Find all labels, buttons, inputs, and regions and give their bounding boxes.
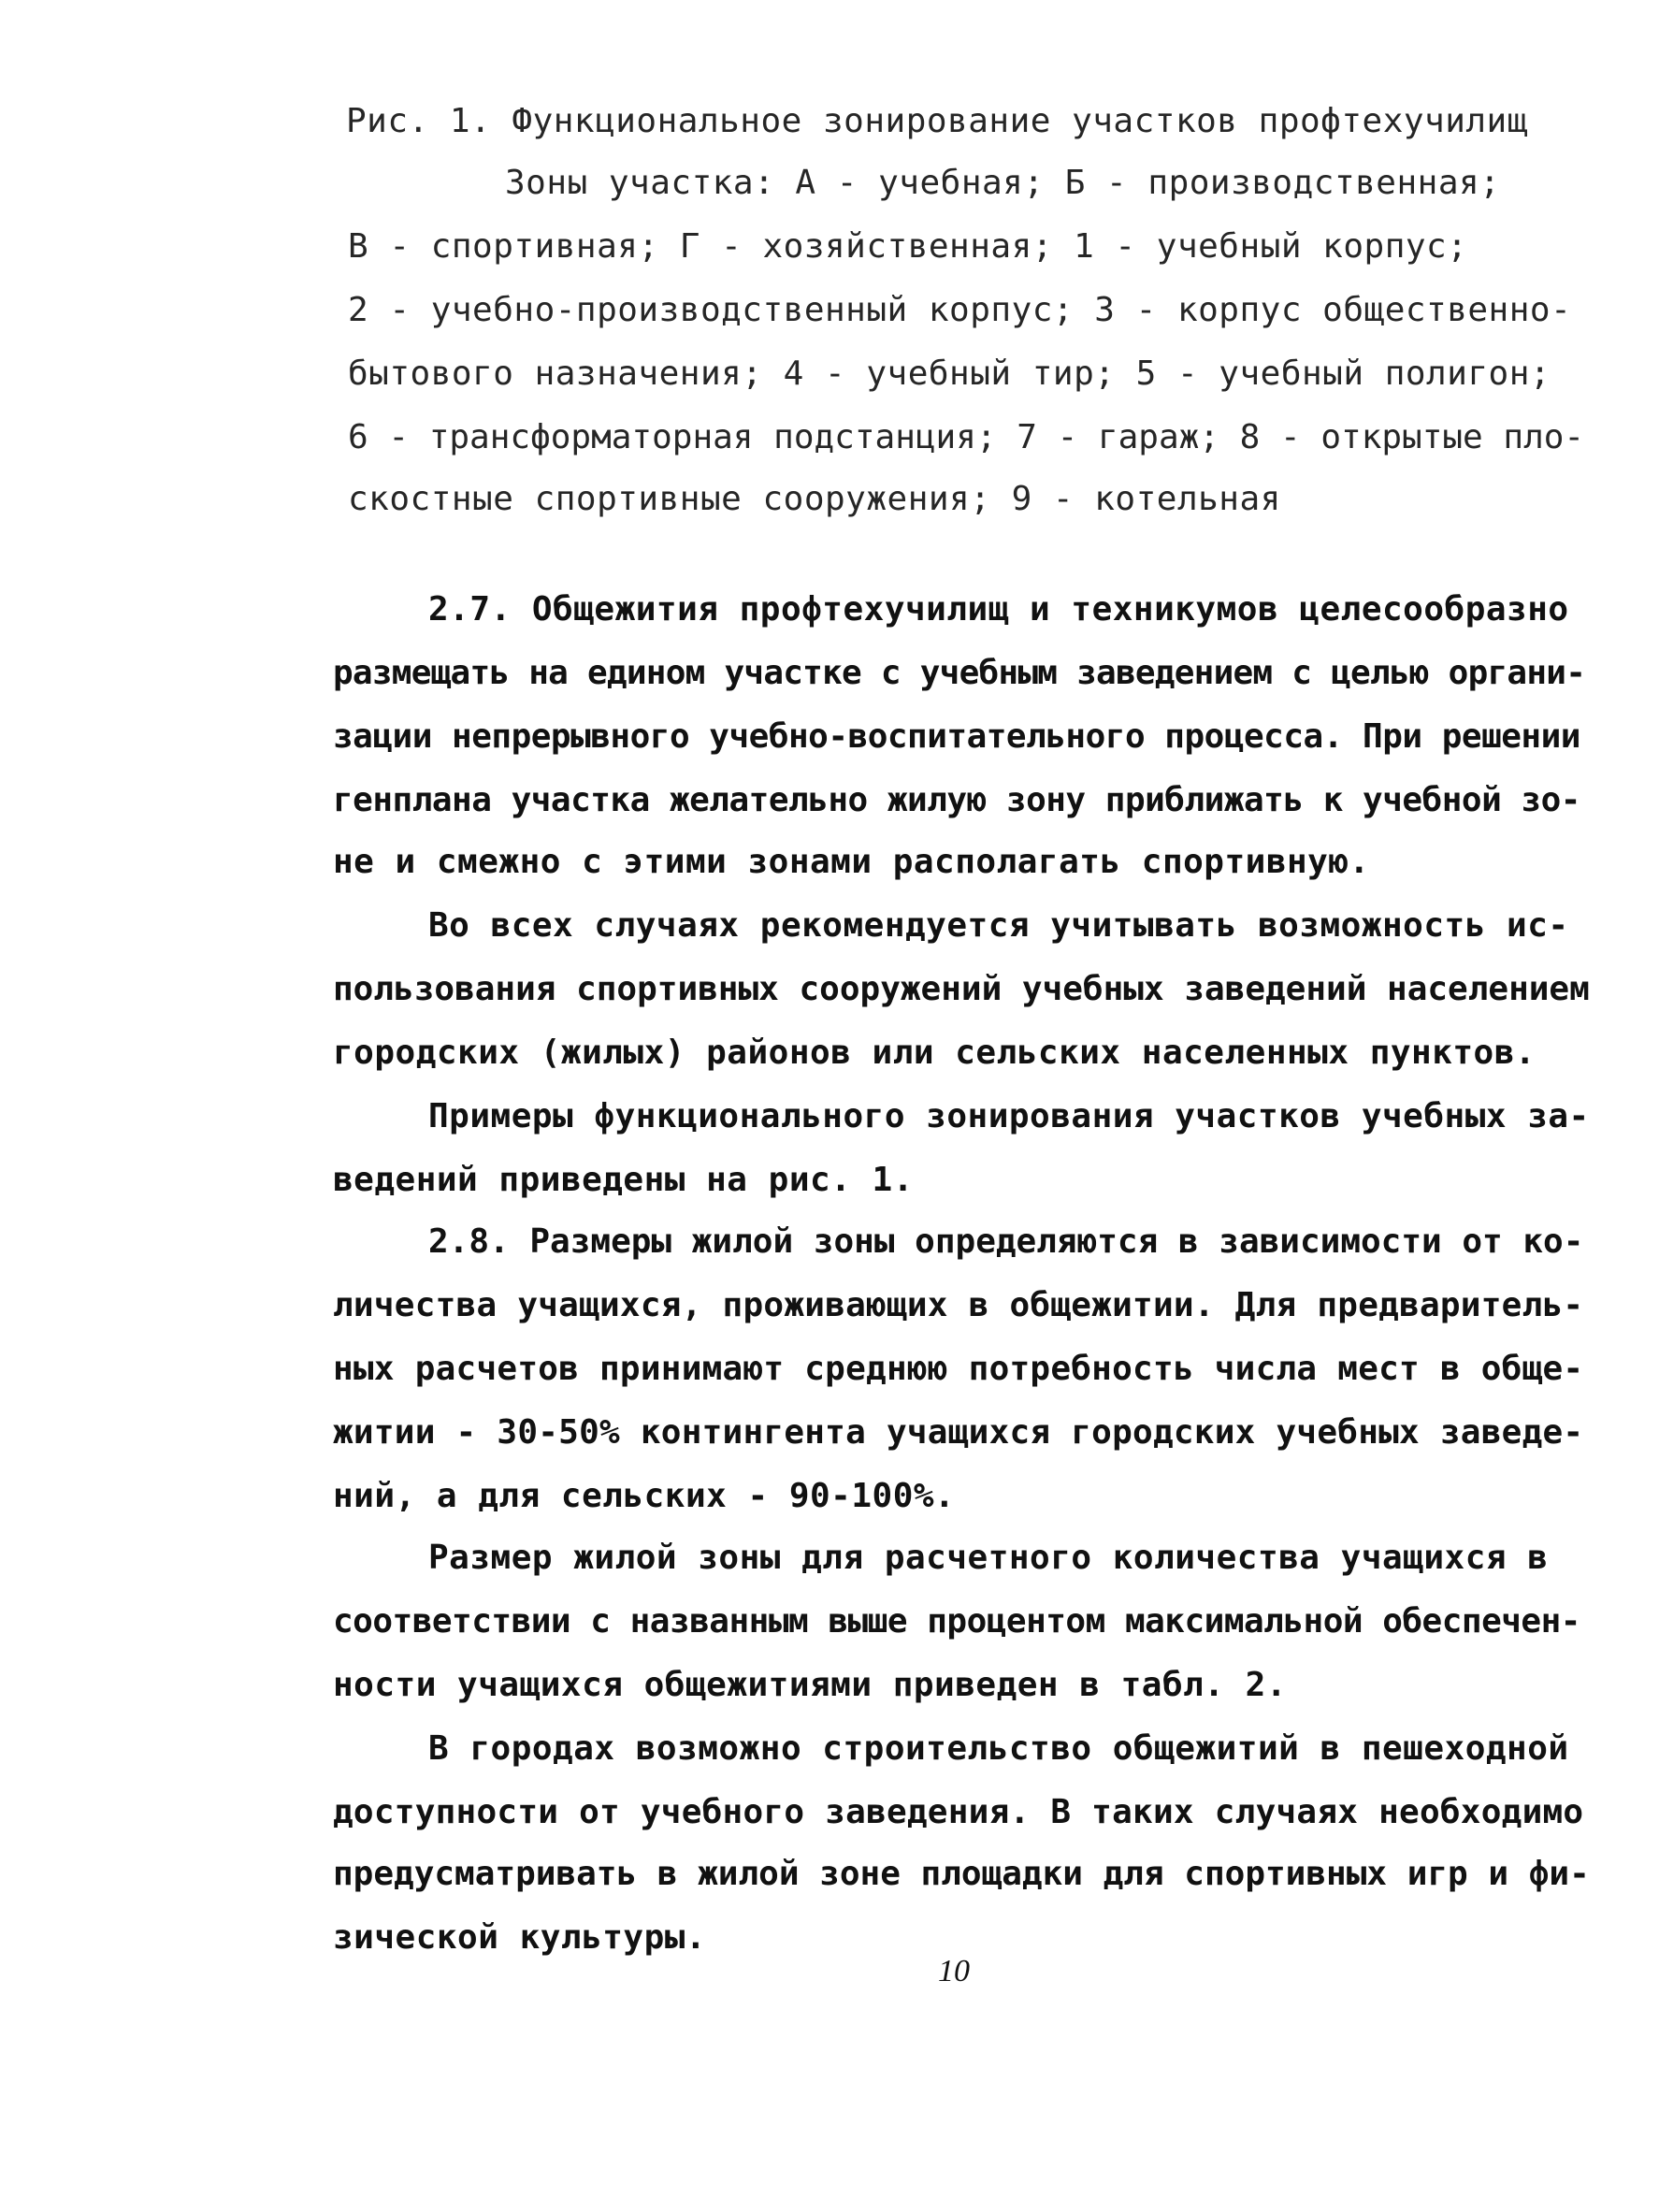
text-line: зической культуры.	[333, 1918, 707, 1957]
text-line: ний, а для сельских - 90-100%.	[333, 1477, 956, 1515]
text-line: пользования спортивных сооружений учебных заведений населением	[333, 970, 1590, 1008]
paragraph-start: Во всех случаях рекомендуется учитывать возможность ис-	[428, 906, 1569, 945]
caption-line: Зоны участка: А - учебная; Б - производственная;	[505, 164, 1501, 202]
text-line: соответствии с названным выше процентом максимальной обеспечен-	[333, 1602, 1580, 1641]
paragraph-2-7-start: 2.7. Общежития профтехучилищ и техникумов целесообразно	[428, 590, 1569, 629]
text-line: городских (жилых) районов или сельских населенных пунктов.	[333, 1034, 1536, 1072]
text-line: генплана участка желательно жилую зону приближать к учебной зо-	[333, 781, 1580, 819]
paragraph-start: Примеры функционального зонирования участков учебных за-	[428, 1097, 1590, 1135]
text-line: житии - 30-50% контингента учащихся городских учебных заведе-	[333, 1413, 1584, 1452]
text-line: не и смежно с этими зонами располагать спортивную.	[333, 843, 1370, 881]
caption-line: скостные спортивные сооружения; 9 - котельная	[348, 480, 1281, 518]
caption-line: 2 - учебно-производственный корпус; 3 - корпус общественно-	[348, 291, 1572, 329]
paragraph-start: В городах возможно строительство общежитий в пешеходной	[428, 1729, 1569, 1768]
text-line: ности учащихся общежитиями приведен в табл. 2.	[333, 1666, 1287, 1704]
text-line: ных расчетов принимают среднюю потребность числа мест в обще-	[333, 1350, 1584, 1388]
text-line: ведений приведены на рис. 1.	[333, 1161, 914, 1199]
page-number: 10	[938, 1954, 970, 1988]
caption-line: 6 - трансформаторная подстанция; 7 - гараж; 8 - открытые пло-	[348, 418, 1585, 456]
caption-line: В - спортивная; Г - хозяйственная; 1 - учебный корпус;	[348, 227, 1468, 266]
caption-line: бытового назначения; 4 - учебный тир; 5 - учебный полигон;	[348, 354, 1551, 393]
caption-title: Рис. 1. Функциональное зонирование участков профтехучилищ	[346, 102, 1528, 140]
paragraph-2-8-start: 2.8. Размеры жилой зоны определяются в зависимости от ко-	[428, 1222, 1584, 1261]
text-line: зации непрерывного учебно-воспитательного процесса. При решении	[333, 717, 1580, 756]
text-line: личества учащихся, проживающих в общежитии. Для предваритель-	[333, 1286, 1584, 1324]
paragraph-start: Размер жилой зоны для расчетного количества учащихся в	[428, 1539, 1549, 1577]
text-line: предусматривать в жилой зоне площадки для спортивных игр и фи-	[333, 1855, 1590, 1893]
text-line: доступности от учебного заведения. В таких случаях необходимо	[333, 1793, 1584, 1831]
text-line: размещать на едином участке с учебным заведением с целью органи-	[333, 654, 1586, 692]
